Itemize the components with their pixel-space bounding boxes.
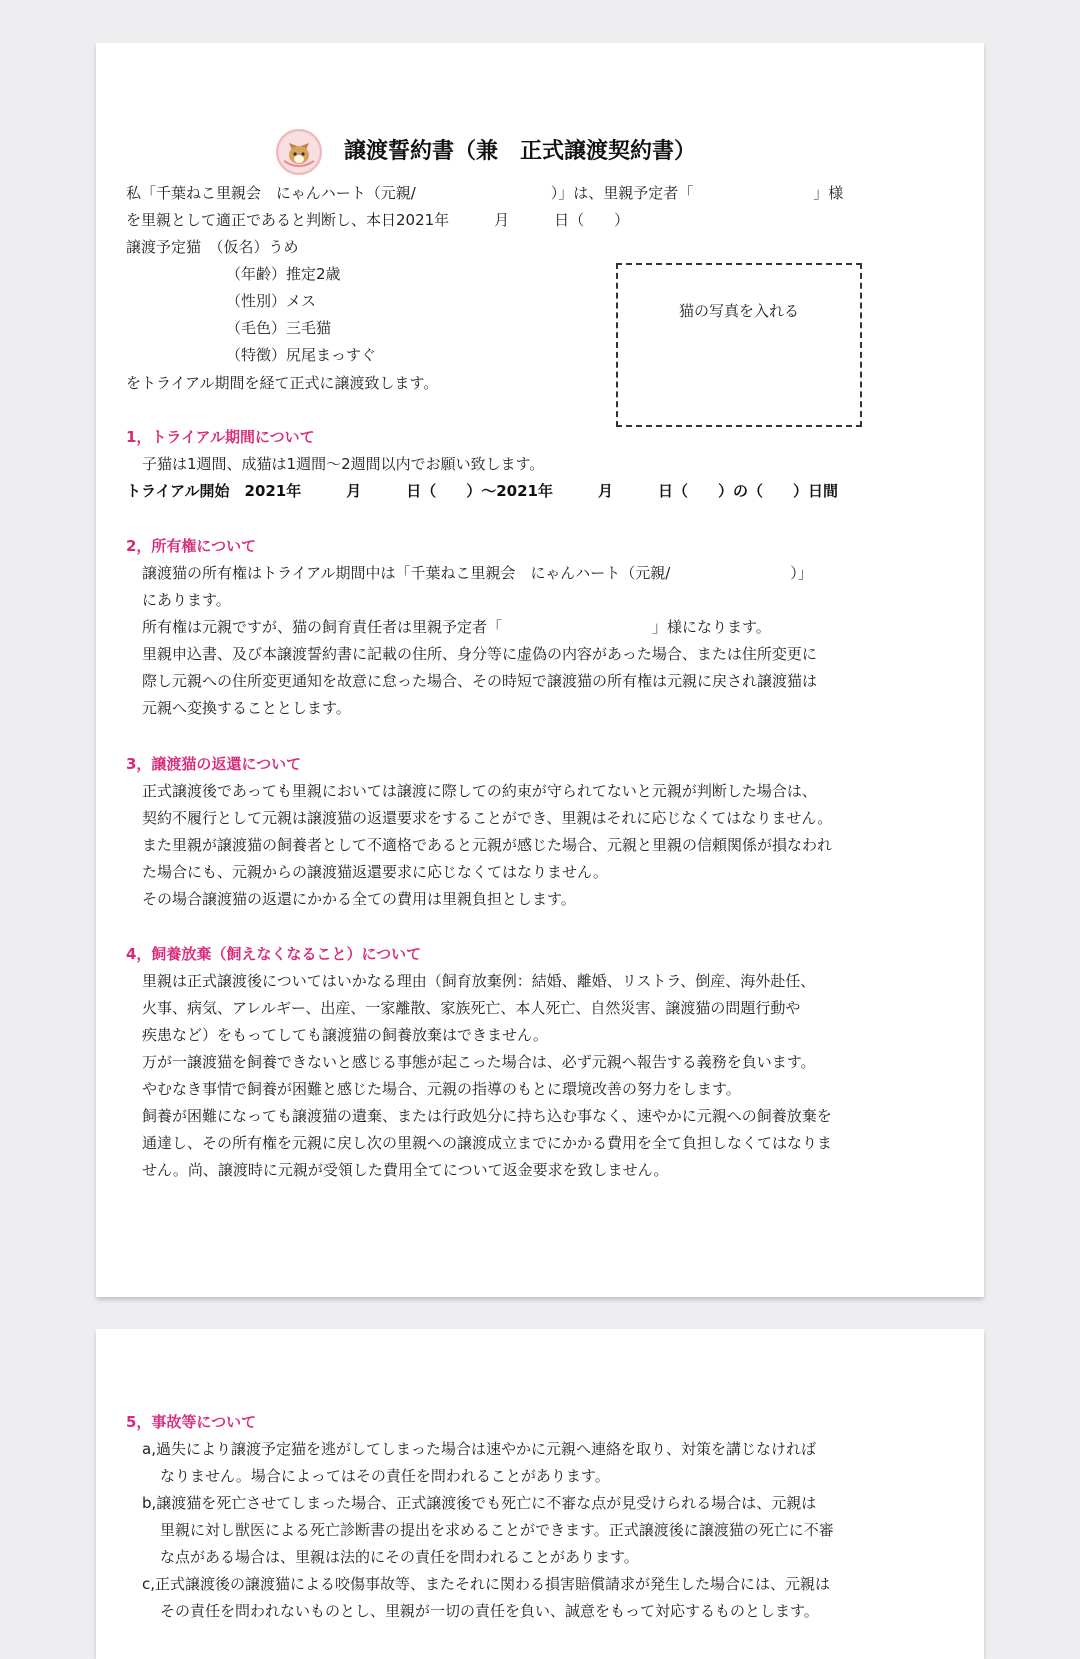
section-4-line: せん。尚、譲渡時に元親が受領した費用全てについて返金要求を致しません。: [142, 1161, 669, 1179]
section-2-line: 所有権は元親ですが、猫の飼育責任者は里親予定者「 」様になります。: [142, 618, 771, 636]
section-4-line: 通達し、その所有権を元親に戻し次の里親への譲渡成立までにかかる費用を全て負担しなくてはなりま: [142, 1134, 833, 1152]
intro-end: をトライアル期間を経て正式に譲渡致します。: [126, 374, 439, 392]
section-3-heading: 3，譲渡猫の返還について: [126, 755, 302, 773]
trial-period-line: トライアル開始 2021年 月 日（ ）〜2021年 月 日（ ）の（ ）日間: [126, 482, 839, 500]
cat-color: （毛色）三毛猫: [226, 319, 332, 337]
section-2-heading: 2，所有権について: [126, 537, 257, 555]
photo-label: 猫の写真を入れる: [678, 302, 799, 320]
section-5-line: その責任を問われないものとし、里親が一切の責任を負い、誠意をもって対応するものとします。: [160, 1602, 819, 1620]
section-4-line: やむなき事情で飼養が困難と感じた場合、元親の指導のもとに環境改善の努力をします。: [142, 1080, 741, 1098]
cat-age: （年齢）推定2歳: [226, 265, 341, 283]
section-4-line: 火事、病気、アレルギー、出産、一家離散、家族死亡、本人死亡、自然災害、譲渡猫の問題行動や: [142, 999, 801, 1017]
section-3-line: その場合譲渡猫の返還にかかる全ての費用は里親負担とします。: [142, 890, 576, 908]
section-5-line: a,過失により譲渡予定猫を逃がしてしまった場合は速やかに元親へ連絡を取り、対策を講じなければ: [142, 1440, 816, 1458]
document-page-1: [96, 43, 984, 1297]
section-4-line: 里親は正式譲渡後についてはいかなる理由（飼育放棄例：結婚、離婚、リストラ、倒産、海外赴任、: [142, 972, 816, 990]
section-1-heading: 1，トライアル期間について: [126, 428, 315, 446]
section-5-line: c,正式譲渡後の譲渡猫による咬傷事故等、またそれに関わる損害賠償請求が発生した場合には、元親は: [142, 1575, 831, 1593]
section-1-line: 子猫は1週間、成猫は1週間〜2週間以内でお願い致します。: [142, 455, 545, 473]
intro-line-2: を里親として適正であると判断し、本日2021年 月 日（ ）: [126, 211, 630, 229]
section-3-line: た場合にも、元親からの譲渡猫返還要求に応じなくてはなりません。: [142, 863, 608, 881]
section-4-line: 飼養が困難になっても譲渡猫の遺棄、または行政処分に持ち込む事なく、速やかに元親への飼養放棄を: [142, 1107, 832, 1125]
section-4-line: 万が一譲渡猫を飼養できないと感じる事態が起こった場合は、必ず元親へ報告する義務を負います。: [142, 1053, 816, 1071]
page-title: 譲渡誓約書（兼 正式譲渡契約書）: [344, 139, 697, 164]
cat-sex: （性別）メス: [226, 292, 317, 310]
section-2-line: 際し元親への住所変更通知を故意に怠った場合、その時短で譲渡猫の所有権は元親に戻され譲渡猫は: [142, 672, 818, 690]
section-2-line: 譲渡猫の所有権はトライアル期間中は「千葉ねこ里親会 にゃんハート（元親/ ）」: [142, 564, 813, 582]
document-page-2: [96, 1329, 984, 1659]
cat-photo-placeholder: [616, 263, 862, 427]
section-2-line: にあります。: [142, 591, 231, 609]
section-2-line: 元親へ変換することとします。: [142, 699, 351, 717]
section-5-heading: 5，事故等について: [126, 1413, 257, 1431]
cat-name: 譲渡予定猫 （仮名）うめ: [126, 238, 299, 256]
section-3-line: また里親が譲渡猫の飼養者として不適格であると元親が感じた場合、元親と里親の信頼関係が損なわれ: [142, 836, 833, 854]
section-3-line: 正式譲渡後であっても里親においては譲渡に際しての約束が守られてないと元親が判断した場合は、: [142, 782, 817, 800]
section-3-line: 契約不履行として元親は譲渡猫の返還要求をすることができ、里親はそれに応じなくてはなりません。: [142, 809, 833, 827]
section-5-line: な点がある場合は、里親は法的にその責任を問われることがあります。: [160, 1548, 639, 1566]
cat-feature: （特徴）尻尾まっすぐ: [226, 346, 377, 364]
section-2-line: 里親申込書、及び本譲渡誓約書に記載の住所、身分等に虚偽の内容があった場合、または住所変更に: [142, 645, 817, 663]
section-4-heading: 4，飼養放棄（飼えなくなること）について: [126, 945, 422, 963]
intro-line-1: 私「千葉ねこ里親会 にゃんハート（元親/ ）」は、里親予定者「 」様: [126, 184, 844, 202]
section-5-line: b,譲渡猫を死亡させてしまった場合、正式譲渡後でも死亡に不審な点が見受けられる場合は、元親は: [142, 1494, 817, 1512]
section-5-line: 里親に対し獣医による死亡診断書の提出を求めることができます。正式譲渡後に譲渡猫の死亡に不審: [160, 1521, 834, 1539]
cat-logo-icon: [276, 129, 322, 175]
section-5-line: なりません。場合によってはその責任を問われることがあります。: [160, 1467, 610, 1485]
section-4-line: 疾患など）をもってしても譲渡猫の飼養放棄はできません。: [142, 1026, 548, 1044]
